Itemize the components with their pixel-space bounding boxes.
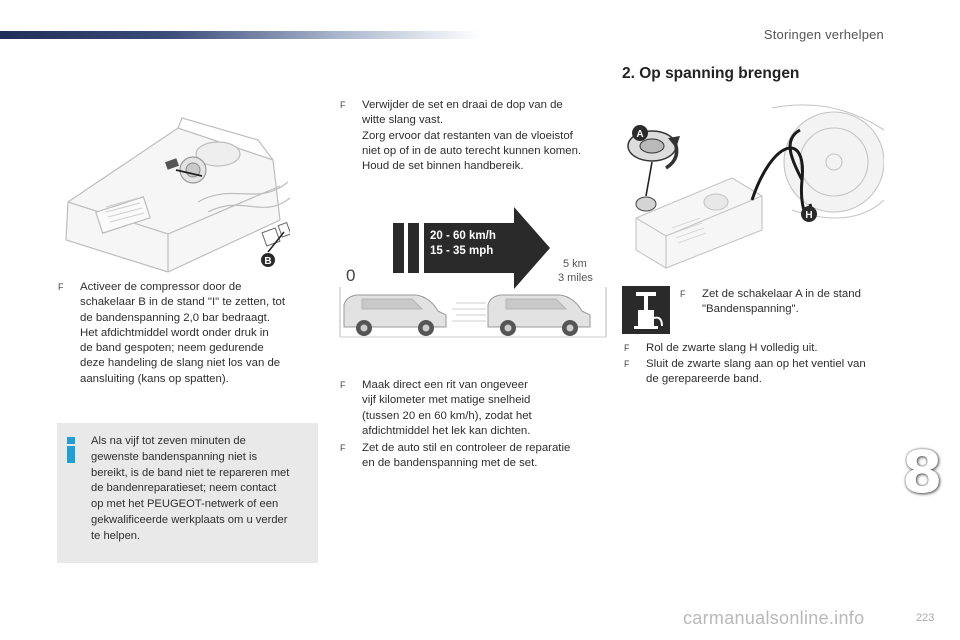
text-line: aansluiting (kans op spatten).: [80, 372, 229, 385]
bullet-marker-icon: F: [340, 380, 346, 390]
figure-label-b: B: [264, 256, 272, 267]
info-box: [57, 423, 318, 563]
text-line: Zet de auto stil en controleer de reparatie: [362, 442, 571, 454]
text-line: gewenste bandenspanning niet is: [91, 450, 258, 463]
distance-km: 5 km: [563, 258, 587, 270]
text-line: Maak direct een rit van ongeveer: [362, 379, 528, 391]
text-line: te helpen.: [91, 529, 141, 542]
text-line: witte slang vast.: [362, 114, 444, 127]
bullet-marker-icon: F: [680, 289, 686, 299]
bullet-marker-icon: F: [624, 359, 630, 369]
section-heading: 2. Op spanning brengen: [622, 65, 800, 82]
text-line: schakelaar B in de stand "I" te zetten, tot: [80, 296, 286, 309]
middle-bullet-3: [340, 441, 610, 472]
text-line: Activeer de compressor door de: [80, 281, 242, 293]
drive-figure: [338, 205, 608, 345]
page-number: 223: [916, 612, 935, 624]
text-line: vijf kilometer met matige snelheid: [362, 394, 531, 407]
text-line: op met het PEUGEOT-netwerk of een: [91, 498, 279, 511]
van-left: [344, 295, 446, 336]
bullet-marker-icon: F: [624, 343, 630, 353]
text-line: Zorg ervoor dat restanten van de vloeistof: [362, 129, 573, 142]
right-bullet-1: [680, 287, 890, 318]
header-gradient-bar: [0, 31, 480, 39]
left-bullet-1: [58, 280, 318, 387]
text-line: deze handeling de slang niet los van de: [80, 357, 281, 370]
text-line: Houd de set binnen handbereik.: [362, 160, 524, 173]
watermark: carmanualsonline.info: [683, 608, 865, 628]
info-icon: [65, 437, 77, 463]
text-line: Rol de zwarte slang H volledig uit.: [646, 342, 818, 354]
text-line: bereikt, is de band niet te repareren met: [91, 466, 290, 479]
text-line: Verwijder de set en draai de dop van de: [362, 99, 563, 111]
text-line: Zet de schakelaar A in de stand: [702, 288, 861, 300]
bullet-marker-icon: F: [340, 100, 346, 110]
compressor-figure: [58, 112, 290, 274]
figure-label-h: H: [805, 210, 813, 221]
text-line: (tussen 20 en 60 km/h), zodat het: [362, 409, 532, 422]
text-line: afdichtmiddel het lek kan dichten.: [362, 424, 531, 437]
van-right: [488, 295, 590, 336]
text-line: Als na vijf tot zeven minuten de: [91, 435, 246, 447]
bullet-marker-icon: F: [58, 282, 64, 292]
text-line: de gerepareerde band.: [646, 373, 762, 386]
text-line: gekwalificeerde werkplaats om u verder: [91, 513, 288, 526]
bullet-marker-icon: F: [340, 443, 346, 453]
speed-mph: 15 - 35 mph: [430, 245, 494, 257]
middle-bullet-2: [340, 378, 610, 439]
distance-miles: 3 miles: [558, 272, 593, 284]
speed-lines: [452, 303, 486, 321]
text-line: Het afdichtmiddel wordt onder druk in: [80, 326, 269, 339]
compressor-pictogram-icon: [622, 286, 670, 334]
text-line: "Bandenspanning".: [702, 303, 799, 316]
text-line: en de bandenspanning met de set.: [362, 457, 538, 470]
chapter-number: 8: [902, 438, 943, 506]
inflate-figure: [622, 100, 884, 270]
right-bullet-2: [624, 341, 894, 356]
figure-label-a: A: [636, 129, 644, 140]
section-title: Storingen verhelpen: [763, 27, 884, 42]
text-line: Sluit de zwarte slang aan op het ventiel van: [646, 358, 866, 370]
right-bullet-3: [624, 357, 894, 388]
speed-kmh: 20 - 60 km/h: [430, 230, 496, 242]
text-line: niet op of in de auto terecht kunnen komen.: [362, 144, 582, 157]
middle-bullet-1: [340, 98, 610, 174]
start-label: 0: [346, 266, 356, 285]
text-line: de bandenreparatieset; neem contact: [91, 482, 277, 495]
info-text: [91, 434, 313, 545]
text-line: de bandenspanning 2,0 bar bedraagt.: [80, 311, 271, 324]
text-line: de band gespoten; neem gedurende: [80, 342, 264, 355]
